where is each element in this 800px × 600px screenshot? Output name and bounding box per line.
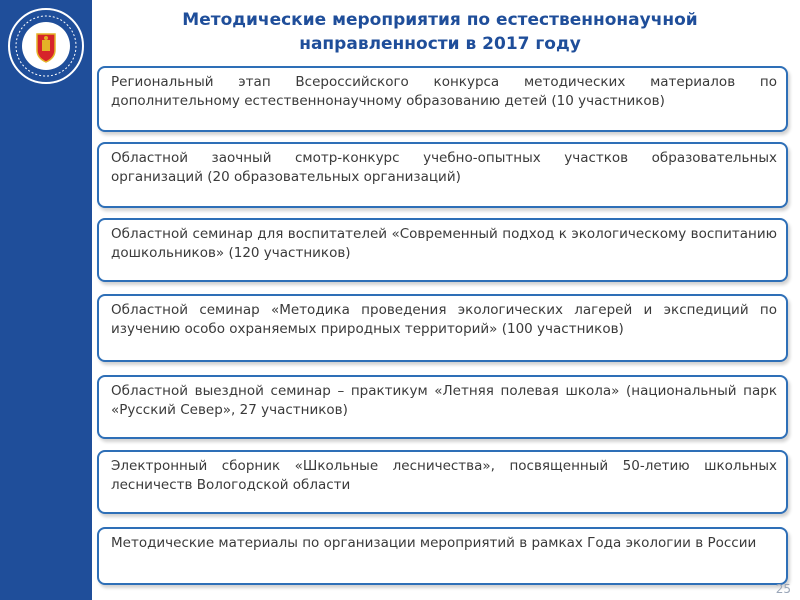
event-card-6 [97,450,788,514]
event-card-1 [97,66,788,132]
title-line-1: Методические мероприятия по естественнонаучной [182,10,698,30]
event-text: Электронный сборник «Школьные лесничества», посвященный 50-летию школьных лесничеств Вологодской области [111,458,777,493]
regional-emblem-icon [6,6,86,86]
event-text: Областной выездной семинар – практикум «Летняя полевая школа» (национальный парк «Русский Север», 27 участников) [111,383,777,418]
event-card-3 [97,218,788,282]
page-title [150,8,730,56]
side-strip [0,0,92,600]
title-line-2: направленности в 2017 году [299,34,581,54]
event-card-5 [97,375,788,439]
event-text: Областной семинар для воспитателей «Современный подход к экологическому воспитанию дошкольников» (120 участников) [111,226,777,261]
event-text: Региональный этап Всероссийского конкурса методических материалов по дополнительному естественнонаучному образованию детей (10 участников) [111,74,777,109]
event-text: Областной семинар «Методика проведения экологических лагерей и экспедиций по изучению особо охраняемых природных территорий» (100 участников) [111,302,777,337]
event-card-4 [97,294,788,362]
event-text: Методические материалы по организации мероприятий в рамках Года экологии в России [111,535,757,551]
page-number: 25 [775,582,791,596]
event-card-7 [97,527,788,585]
event-card-2 [97,142,788,208]
event-text: Областной заочный смотр-конкурс учебно-опытных участков образовательных организаций (20 образовательных организаций) [111,150,777,185]
